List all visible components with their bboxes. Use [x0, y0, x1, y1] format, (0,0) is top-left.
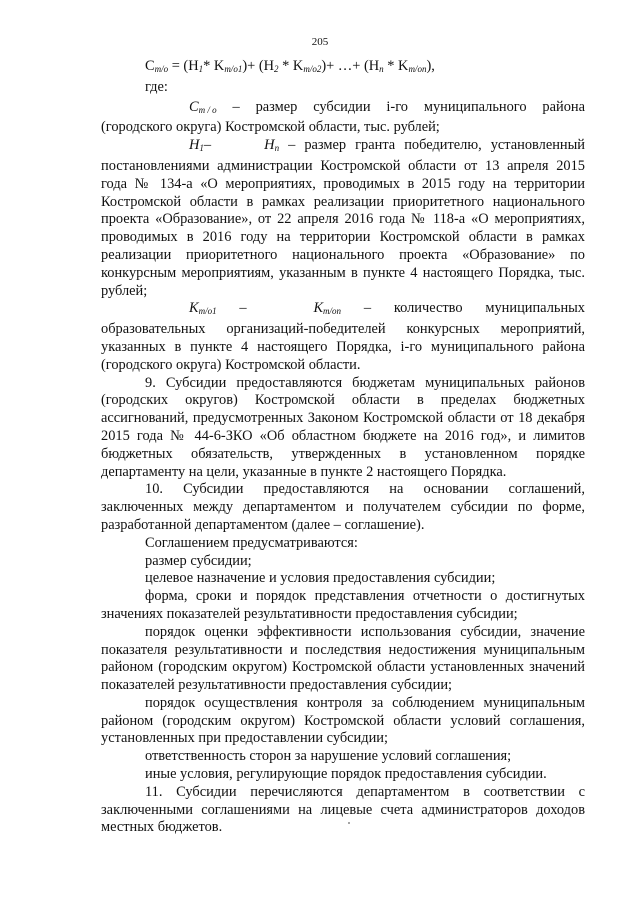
formula-k2-sub: m/o2 — [303, 64, 322, 74]
symbol-h1: $H_1$ — [189, 137, 204, 154]
agreement-item-6: ответственность сторон за нарушение условий соглашения; — [145, 748, 512, 765]
formula-end: ), — [426, 58, 435, 74]
agreement-item-3: форма, сроки и порядок представления отчетности о достигнутых значениях показателей результативности предоставления субсидии; — [101, 588, 585, 622]
agreement-item-5: порядок осуществления контроля за соблюдением муниципальным районом (городским округом) Костромской области условий соглашения, установленных при предоставлении субсидии; — [101, 694, 585, 747]
agreement-item-2: целевое назначение и условия предоставления субсидии; — [145, 570, 496, 587]
formula-sep1: )+ ( — [242, 58, 264, 74]
formula-lhs-sub: m/o — [154, 64, 169, 74]
formula-lhs: C — [145, 58, 155, 74]
formula-k1-sub: m/o1 — [224, 64, 243, 74]
formula-hn-sub: n — [379, 64, 384, 74]
formula-kn-prefix: * K — [383, 58, 409, 74]
definition-k-text: – количество муниципальных образовательных организаций-победителей конкурсных мероприятий, указанных в пункте 4 настоящего Порядка, i-го муниципального района (городского округа) Костромской области. — [101, 300, 586, 373]
where-label: где: — [145, 78, 168, 95]
agreement-item-4: порядок оценки эффективности использования субсидии, значение показателя результативности и последствия недостижения муниципальным районом (городским округом) Костромской области установленных значений показателей результативности предоставления субсидии; — [101, 623, 585, 694]
definition-h-text: – размер гранта победителю, установленный постановлениями администрации Костромской области от 13 апреля 2015 года № 134-а «О мероприятиях, проводимых в 2015 году на территории Костромской области в рамках реализации приоритетного национального проекта «Образование», от 22 апреля 2016 года № 118-а «О мероприятиях, проводимых в 2016 году на территории Костромской области в рамках реализации приоритетного национального проекта «Образование» по конкурсным мероприятиям, указанным в пункте 4 настоящего Порядка, тыс. рублей; — [101, 137, 585, 299]
definition-k-dash: – — [216, 300, 270, 317]
definition-h-dash: – — [203, 137, 221, 154]
formula-sep2: )+ …+ ( — [321, 58, 369, 74]
document-body — [101, 58, 585, 837]
formula-k1-prefix: * K — [203, 58, 225, 74]
definition-h — [101, 137, 585, 300]
formula-h1: H — [188, 58, 199, 74]
scan-dot — [348, 822, 350, 824]
agreement-item-7: иные условия, регулирующие порядок предоставления субсидии. — [145, 766, 547, 783]
symbol-kn: $K_{m/on}$ — [313, 300, 342, 317]
formula-h2-sub: 2 — [274, 64, 279, 74]
formula-k2-prefix: * K — [278, 58, 304, 74]
formula-h1-sub: 1 — [198, 64, 204, 74]
definition-c — [101, 99, 585, 138]
formula-eq: = ( — [168, 58, 189, 74]
symbol-k1: $K_{m/o1}$ — [189, 300, 217, 317]
formula-hn: H — [368, 58, 380, 74]
symbol-hn: $H_n$ — [264, 137, 280, 154]
paragraph-9: 9. Субсидии предоставляются бюджетам муниципальных районов (городских округов) Костромской области в пределах бюджетных ассигнований, предусмотренных Законом Костромской области от 18 декабря 2015 года № 44-6-ЗКО «Об областном бюджете на 2016 год», и лимитов бюджетных обязательств, утвержденных в установленном порядке департаменту на цели, указанные в пункте 2 настоящего Порядка. — [101, 374, 585, 480]
agreement-intro: Соглашением предусматриваются: — [145, 534, 358, 551]
definition-k — [101, 300, 585, 374]
agreement-item-1: размер субсидии; — [145, 552, 252, 569]
definition-c-text: – размер субсидии i-го муниципального района (городского округа) Костромской области, тыс. рублей; — [101, 98, 585, 136]
formula-h2: H — [263, 58, 275, 74]
formula-kn-sub: m/on — [408, 64, 427, 74]
symbol-c: $C_{m / o}$ — [189, 98, 217, 115]
subsidy-formula — [101, 58, 585, 79]
paragraph-10: 10. Субсидии предоставляются на основании соглашений, заключенных между департаментом и получателем субсидии по форме, разработанной департаментом (далее – соглашение). — [101, 481, 585, 533]
paragraph-11: 11. Субсидии перечисляются департаментом в соответствии с заключенными соглашениями на лицевые счета администраторов доходов местных бюджетов. — [101, 783, 585, 836]
page-number: 205 — [311, 36, 329, 48]
